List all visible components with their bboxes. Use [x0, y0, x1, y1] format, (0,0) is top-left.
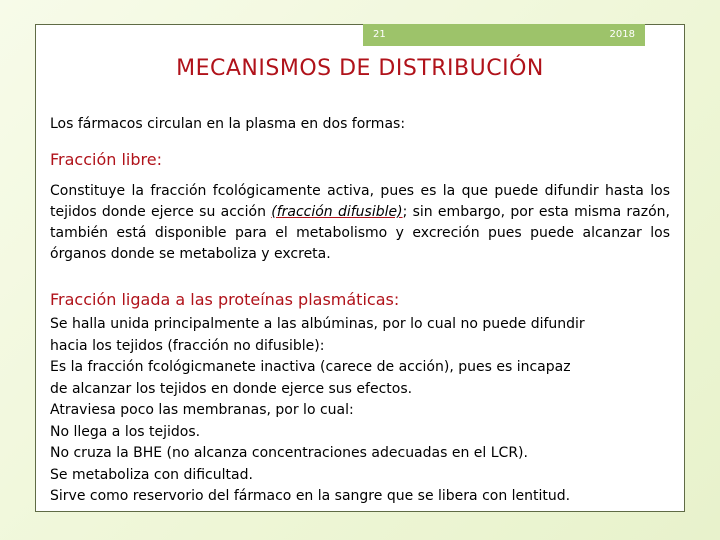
- ligada-line: Sirve como reservorio del fármaco en la sangre que se libera con lentitud.: [50, 488, 571, 504]
- heading-fraccion-ligada: Fracción ligada a las proteínas plasmáticas:: [50, 290, 400, 309]
- header-bar: [363, 24, 645, 46]
- ligada-line: Es la fracción fcológicmanete inactiva (carece de acción), pues es incapaz: [50, 359, 571, 375]
- year-label: 2018: [609, 29, 635, 40]
- ligada-line: hacia los tejidos (fracción no difusible):: [50, 337, 325, 354]
- ligada-line: No llega a los tejidos.: [50, 423, 201, 440]
- paragraph-fraccion-libre: [50, 181, 670, 265]
- intro-text: Los fármacos circulan en la plasma en dos formas:: [50, 116, 406, 132]
- list-fraccion-ligada: [50, 314, 678, 508]
- ligada-line: Se halla unida principalmente a las albúminas, por lo cual no puede difundir: [50, 316, 585, 332]
- ligada-line: de alcanzar los tejidos en donde ejerce sus efectos.: [50, 380, 413, 397]
- libre-text-italic: (fracción difusible): [271, 204, 403, 220]
- ligada-line: No cruza la BHE (no alcanza concentraciones adecuadas en el LCR).: [50, 445, 528, 461]
- libre-text-b: ; sin embargo, por esta misma razón, también está disponible para el metabolismo y excreción pues puede alcanzar los órganos donde se metaboliza y excreta.: [50, 204, 670, 262]
- page-number: 21: [373, 29, 386, 40]
- slide-title: MECANISMOS DE DISTRIBUCIÓN: [176, 56, 544, 81]
- heading-fraccion-libre: Fracción libre:: [50, 150, 162, 169]
- ligada-line: Atraviesa poco las membranas, por lo cual:: [50, 402, 354, 418]
- ligada-line: Se metaboliza con dificultad.: [50, 466, 253, 483]
- libre-text-a: Constituye la fracción fcológicamente activa, pues es la que puede difundir hasta los tejidos donde ejerce su acción: [50, 183, 670, 220]
